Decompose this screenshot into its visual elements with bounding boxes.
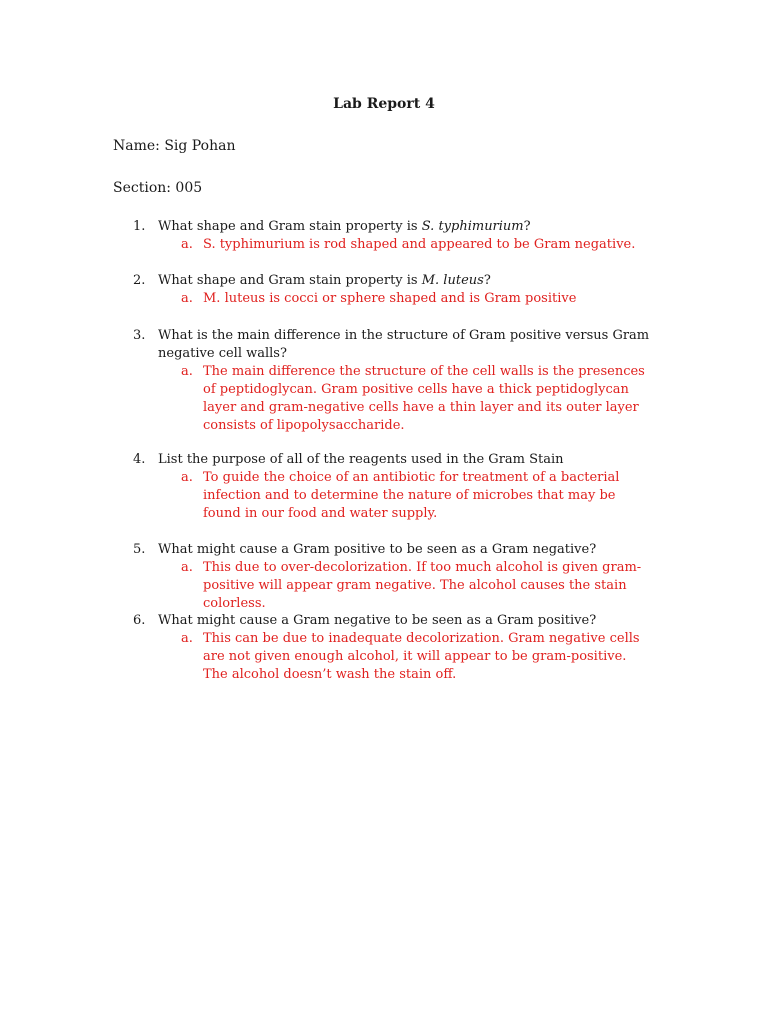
answer [181,630,653,684]
question-text: What might cause a Gram positive to be seen as a Gram negative? [158,542,597,557]
question-3 [133,327,653,435]
question-number: 5. [133,542,146,557]
answer-letter: a. [181,631,193,646]
question-2 [133,272,653,308]
question-number: 6. [133,613,146,628]
answer-letter: a. [181,560,193,575]
question-5 [133,541,653,613]
answer-letter: a. [181,470,193,485]
answer-text: The main difference the structure of the cell walls is the presences of peptidoglycan. Gram positive cells have a thick peptidoglycan layer and gram-negative cells have a thin layer and its outer layer consists of lipopolysaccharide. [203,364,645,433]
question-number: 1. [133,219,146,234]
answer-letter: a. [181,291,193,306]
answer-text: This can be due to inadequate decolorization. Gram negative cells are not given enough alcohol, it will appear to be gram-positive. The alcohol doesn’t wash the stain off. [203,631,640,682]
answer [181,290,653,308]
section-number: Section: 005 [113,180,203,196]
answer-letter: a. [181,364,193,379]
question-number: 4. [133,452,146,467]
student-name: Name: Sig Pohan [113,138,236,154]
page-title: Lab Report 4 [333,96,435,112]
answer-text: To guide the choice of an antibiotic for treatment of a bacterial infection and to determine the nature of microbes that may be found in our food and water supply. [203,470,620,521]
question-text: List the purpose of all of the reagents used in the Gram Stain [158,452,564,467]
answer [181,469,653,523]
organism-name: M. luteus [421,273,484,288]
question-number: 2. [133,273,146,288]
answer [181,236,653,254]
question-text: What shape and Gram stain property is S. typhimurium? [158,219,531,234]
question-text: What shape and Gram stain property is M. luteus? [158,273,491,288]
question-text: What is the main difference in the structure of Gram positive versus Gram negative cell walls? [158,328,650,361]
answer-text: This due to over-decolorization. If too much alcohol is given gram-positive will appear gram negative. The alcohol causes the stain colorless. [203,560,642,611]
question-4 [133,451,653,523]
question-6 [133,612,653,684]
answer [181,559,653,613]
answer-text: M. luteus is cocci or sphere shaped and is Gram positive [203,291,577,306]
question-1 [133,218,653,254]
answer [181,363,653,435]
organism-name: S. typhimurium [421,219,524,234]
question-text: What might cause a Gram negative to be seen as a Gram positive? [158,613,597,628]
answer-text: S. typhimurium is rod shaped and appeared to be Gram negative. [203,237,636,252]
answer-letter: a. [181,237,193,252]
question-number: 3. [133,328,146,343]
